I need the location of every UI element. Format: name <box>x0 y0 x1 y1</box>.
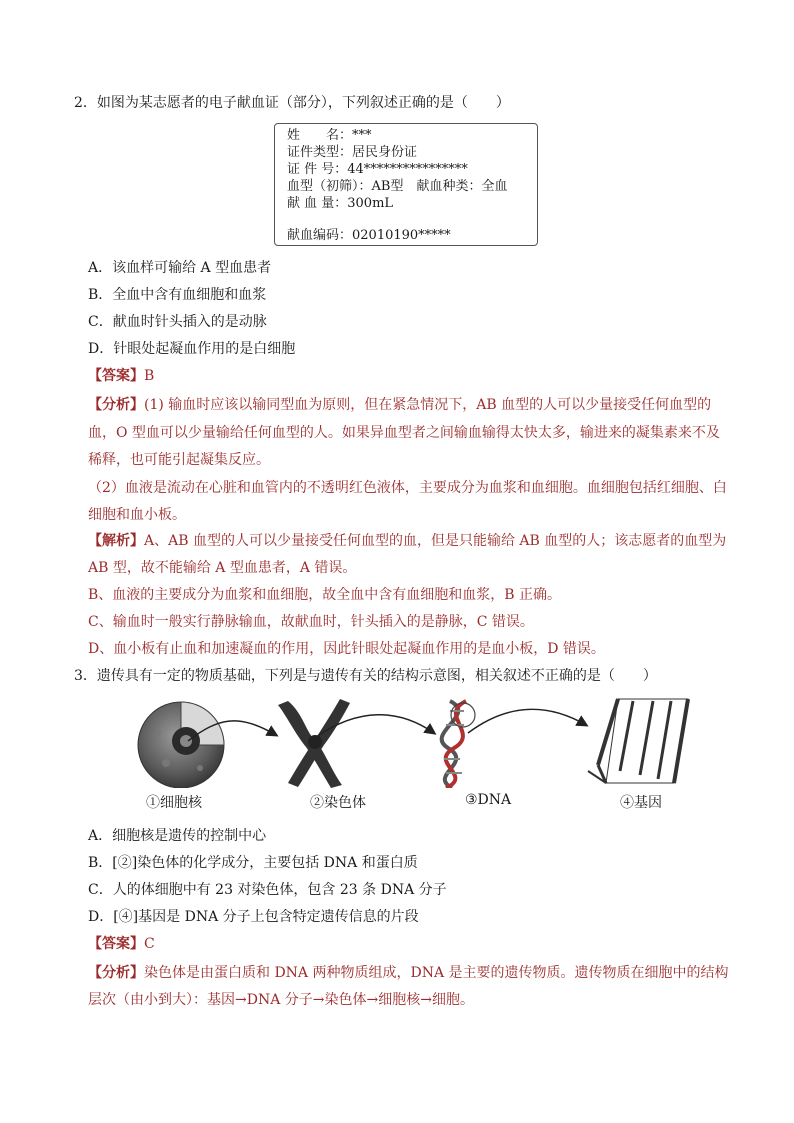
cell-nucleus-icon <box>138 702 224 788</box>
q2-analysis-line <box>88 396 711 414</box>
q2-explanation-line: C、输血时一般实行静脉输血，故献血时，针头插入的是静脉，C 错误。 <box>88 614 534 630</box>
figure-label-chromosome: ②染色体 <box>310 795 366 811</box>
explanation-label: 【解析】 <box>88 533 144 549</box>
figure-label-gene: ④基因 <box>620 795 662 811</box>
q2-option-c: C．献血时针头插入的是动脉 <box>88 314 267 330</box>
q2-option-b: B．全血中含有血细胞和血浆 <box>88 287 267 303</box>
card-id-no: 证 件 号：44**************** <box>287 162 468 177</box>
answer-value: C <box>144 936 155 952</box>
q2-option-d: D．针眼处起凝血作用的是白细胞 <box>88 341 296 357</box>
answer-value: B <box>144 368 155 384</box>
analysis-label: 【分析】 <box>88 965 144 981</box>
q2-analysis-line: （2）血液是流动在心脏和血管内的不透明红色液体，主要成分为血浆和血细胞。血细胞包括红细胞、白 <box>88 480 727 496</box>
answer-label: 【答案】 <box>88 936 144 952</box>
q2-explanation-line: D、血小板有止血和加速凝血的作用，因此针眼处起凝血作用的是血小板，D 错误。 <box>88 641 605 657</box>
card-volume: 献 血 量：300mL <box>287 196 394 211</box>
answer-label: 【答案】 <box>88 368 144 384</box>
card-id-type: 证件类型：居民身份证 <box>287 145 418 160</box>
q2-analysis-line: 细胞和血小板。 <box>88 507 186 523</box>
q2-analysis-line: 稀释，也可能引起凝集反应。 <box>88 452 270 468</box>
figure-drawing <box>128 693 718 788</box>
q2-answer <box>88 367 154 385</box>
q3-analysis-line: 层次（由小到大）：基因→DNA 分子→染色体→细胞核→细胞。 <box>88 992 474 1008</box>
q2-explanation-line <box>88 532 726 550</box>
q2-option-a: A．该血样可输给 A 型血患者 <box>88 260 272 276</box>
heredity-structure-figure <box>128 693 718 818</box>
q3-option-d: D．[④]基因是 DNA 分子上包含特定遗传信息的片段 <box>88 909 419 925</box>
q3-option-c: C．人的体细胞中有 23 对染色体，包含 23 条 DNA 分子 <box>88 882 447 898</box>
figure-label-dna: ③DNA <box>465 792 512 808</box>
gene-segment-icon <box>588 699 688 783</box>
card-name: 姓 名：*** <box>287 128 372 143</box>
chromosome-icon <box>278 699 350 788</box>
dna-helix-icon <box>442 701 475 788</box>
q2-stem: 2．如图为某志愿者的电子献血证（部分），下列叙述正确的是（ ） <box>74 95 510 111</box>
q3-answer <box>88 935 155 953</box>
q3-option-a: A．细胞核是遗传的控制中心 <box>88 828 267 844</box>
analysis-label: 【分析】 <box>88 397 144 413</box>
q3-stem: 3．遗传具有一定的物质基础，下列是与遗传有关的结构示意图，相关叙述不正确的是（ ） <box>74 668 657 684</box>
q2-explanation-line: B、血液的主要成分为血浆和血细胞，故全血中含有血细胞和血浆，B 正确。 <box>88 587 562 603</box>
blood-donation-card <box>274 123 538 246</box>
q2-analysis-line: 血，O 型血可以少量输给任何血型的人。如果异血型者之间输血输得太快太多，输进来的凝集素来不及 <box>88 425 720 441</box>
figure-label-nucleus: ①细胞核 <box>146 795 202 811</box>
q3-analysis-line <box>88 964 729 982</box>
card-blood-type: 血型（初筛）：AB型 献血种类：全血 <box>287 179 508 194</box>
q3-option-b: B．[②]染色体的化学成分，主要包括 DNA 和蛋白质 <box>88 855 418 871</box>
analysis-text: 染色体是由蛋白质和 DNA 两种物质组成，DNA 是主要的遗传物质。遗传物质在细胞中的结构 <box>144 965 729 981</box>
explanation-text: A、AB 血型的人可以少量接受任何血型的血，但是只能输给 AB 血型的人；该志愿者的血型为 <box>144 533 727 549</box>
card-code: 献血编码：02010190***** <box>287 228 451 243</box>
q2-explanation-line: AB 型，故不能输给 A 型血患者，A 错误。 <box>88 560 357 576</box>
analysis-text: (1) 输血时应该以输同型血为原则，但在紧急情况下，AB 血型的人可以少量接受任何血型的 <box>144 397 712 413</box>
